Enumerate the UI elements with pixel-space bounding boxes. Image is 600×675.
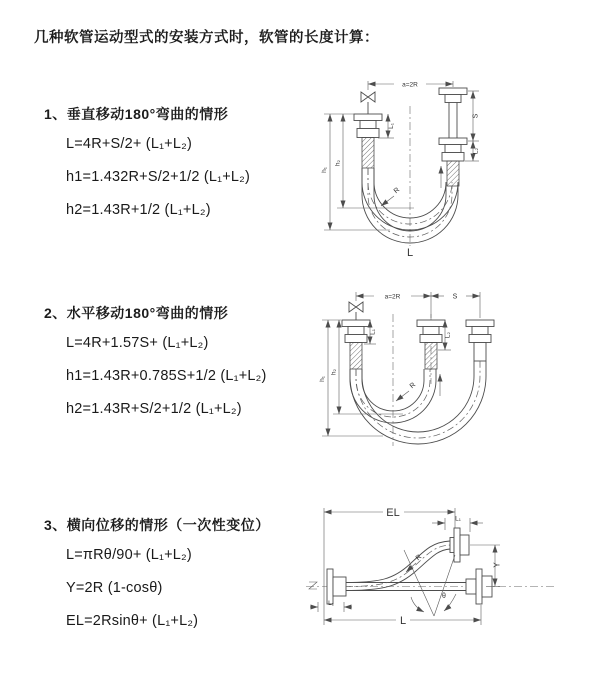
formula-line: L=4R+S/2+ (L₁+L₂) <box>66 136 192 152</box>
section-1-heading: 1、垂直移动180°弯曲的情形 <box>44 106 229 122</box>
length-label: L <box>399 615 407 627</box>
dim-label-s: S <box>472 113 480 119</box>
section-lateral-displacement <box>44 515 270 644</box>
dim-label-a2r: a=2R <box>384 293 401 301</box>
dim-label-l1: L₁ <box>369 329 377 335</box>
el-label: EL <box>386 507 400 519</box>
formula-line: Y=2R (1-cosθ) <box>66 580 163 596</box>
section-3-heading: 3、横向位移的情形（一次性变位） <box>44 517 270 533</box>
dim-label-a2r: a=2R <box>402 81 418 89</box>
section-1-formulas <box>66 134 250 221</box>
diagram-horizontal-180 <box>308 284 598 462</box>
dim-label-l1: L₁ <box>388 123 395 129</box>
formula-line: h2=1.43R+1/2 (L₁+L₂) <box>66 202 211 218</box>
dim-label-h2: h₂ <box>334 159 342 167</box>
formula-line: h1=1.432R+S/2+1/2 (L₁+L₂) <box>66 169 251 185</box>
valve-icon <box>349 302 363 312</box>
formula-line: h2=1.43R+S/2+1/2 (L₁+L₂) <box>66 401 242 417</box>
section-3-formulas <box>66 545 270 632</box>
section-horizontal-180 <box>44 303 267 432</box>
dim-label-l2: L₂ <box>472 147 480 155</box>
formula-line: L=4R+1.57S+ (L₁+L₂) <box>66 335 209 351</box>
radius-label: R <box>392 186 402 196</box>
radius-label: R <box>414 553 424 563</box>
break-mark <box>309 582 317 589</box>
dim-label-h1: h₁ <box>321 167 328 173</box>
section-vertical-180 <box>44 104 250 233</box>
formula-line: EL=2Rsinθ+ (L₁+L₂) <box>66 613 199 629</box>
angle-label: θ <box>442 593 446 600</box>
braided-hose <box>362 138 374 169</box>
dim-label-l1-top: L₁ <box>455 515 461 523</box>
dim-label-l2: L₂ <box>444 331 452 339</box>
braided-hose <box>350 343 362 370</box>
formula-line: h1=1.43R+0.785S+1/2 (L₁+L₂) <box>66 368 267 384</box>
formula-line: L=πRθ/90+ (L₁+L₂) <box>66 547 192 563</box>
length-label: L <box>406 247 414 259</box>
radius-label: R <box>408 381 418 391</box>
section-2-formulas <box>66 333 267 420</box>
section-2-heading: 2、水平移动180°弯曲的情形 <box>44 305 229 321</box>
dim-label-s: S <box>452 293 458 301</box>
dim-label-l1-left: L₁ <box>328 600 334 607</box>
diagram-vertical-180 <box>310 70 600 262</box>
page-title: 几种软管运动型式的安装方式时，软管的长度计算： <box>34 30 379 46</box>
dim-label-y: Y <box>492 562 502 568</box>
dim-label-h2: h₂ <box>330 368 338 376</box>
braided-hose <box>425 343 437 370</box>
valve-icon <box>361 92 375 102</box>
dim-label-h1: h₁ <box>319 376 326 382</box>
braided-hose <box>447 161 459 186</box>
diagram-lateral-displacement <box>298 498 598 650</box>
